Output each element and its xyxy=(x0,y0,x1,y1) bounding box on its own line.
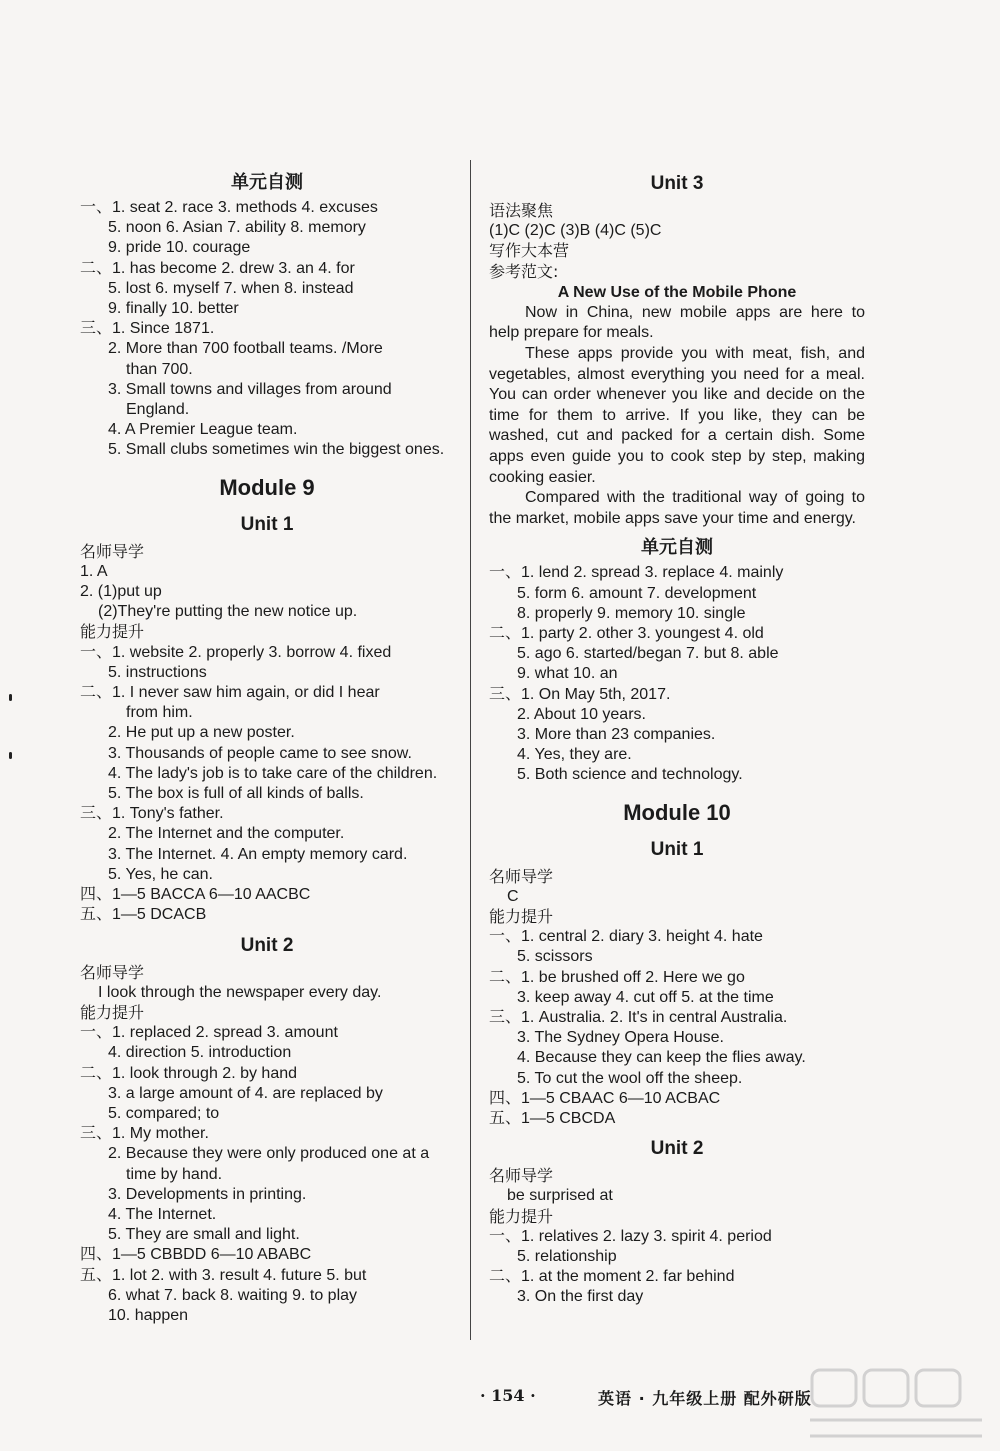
answer-line: 6. what 7. back 8. waiting 9. to play xyxy=(108,1286,358,1304)
answer-line: 四、1—5 CBAAC 6—10 ACBAC xyxy=(489,1089,721,1107)
answer-line: England. xyxy=(126,401,190,419)
answer-line: 3. On the first day xyxy=(517,1288,644,1306)
answer-line: 3. The Sydney Opera House. xyxy=(517,1029,724,1047)
answer-line: 二、1. I never saw him again, or did I hear xyxy=(80,684,380,702)
answer-line: 二、1. be brushed off 2. Here we go xyxy=(489,968,745,986)
answer-line: 3. The Internet. 4. An empty memory card. xyxy=(108,845,408,863)
answer-line: 5. lost 6. myself 7. when 8. instead xyxy=(108,279,354,297)
answer-line: 5. form 6. amount 7. development xyxy=(517,584,757,602)
answer-line: 5. scissors xyxy=(517,948,593,966)
answer-line: 五、1—5 CBCDA xyxy=(489,1110,616,1128)
section-label: 名师导学 xyxy=(489,1166,554,1186)
answer-line: 5. relationship xyxy=(517,1248,617,1266)
answer-line: 5. The box is full of all kinds of balls. xyxy=(108,785,364,803)
answer-line: 一、1. replaced 2. spread 3. amount xyxy=(80,1024,338,1042)
answer-line: 五、1—5 DCACB xyxy=(80,906,207,924)
essay-title: A New Use of the Mobile Phone xyxy=(557,283,797,301)
answer-line: 2. Because they were only produced one at a xyxy=(108,1145,430,1163)
unit-title: Unit 2 xyxy=(240,934,294,956)
section-label: 名师导学 xyxy=(80,962,145,982)
answer-line: C xyxy=(507,887,519,905)
answer-line: 2. More than 700 football teams. /More xyxy=(108,340,383,358)
answer-line: 9. finally 10. better xyxy=(108,300,239,318)
essay-paragraph: These apps provide you with meat, fish, and vegetables, almost everything you need for a meal. You can order whenever you like and decide on the time for them to arrive. If you like, they can be washed, cut and packed for a certain dish. Some apps even guide you to cook step by step, making cooking easier. xyxy=(489,345,865,486)
scan-mark xyxy=(9,694,12,701)
answer-block xyxy=(489,201,865,282)
answer-block xyxy=(489,867,865,1130)
answer-block xyxy=(489,1166,865,1307)
page-number: · 154 · xyxy=(480,1386,536,1405)
module-title: Module 10 xyxy=(623,799,731,825)
answer-line: 五、1. lot 2. with 3. result 4. future 5. but xyxy=(80,1266,367,1284)
answer-line: 2. The Internet and the computer. xyxy=(108,825,345,843)
answer-line: 5. noon 6. Asian 7. ability 8. memory xyxy=(108,219,366,237)
unit-title: Unit 3 xyxy=(650,173,704,194)
answer-line: 二、1. look through 2. by hand xyxy=(80,1064,298,1082)
answer-block xyxy=(80,963,454,1327)
answer-block xyxy=(80,542,454,926)
section-label: 语法聚焦 xyxy=(489,201,554,220)
answer-line: 4. The Internet. xyxy=(108,1205,217,1223)
answer-line: 8. properly 9. memory 10. single xyxy=(517,604,746,622)
answer-line: 二、1. party 2. other 3. youngest 4. old xyxy=(489,624,764,642)
section-label: 名师导学 xyxy=(80,541,145,561)
module-title: Module 9 xyxy=(219,474,315,500)
answer-block xyxy=(489,563,865,785)
unit-title: Unit 1 xyxy=(240,513,294,535)
essay xyxy=(489,303,865,530)
answer-line: 二、1. at the moment 2. far behind xyxy=(489,1268,735,1286)
book-info: 英语 · 九年级上册 配外研版 xyxy=(598,1389,812,1408)
answer-line: 三、1. Australia. 2. It's in central Australia. xyxy=(489,1009,788,1026)
answer-line: 3. Small towns and villages from around xyxy=(108,380,392,398)
answer-line: I look through the newspaper every day. xyxy=(98,983,382,1001)
answer-line: 二、1. has become 2. drew 3. an 4. for xyxy=(80,259,355,277)
essay-paragraph: Now in China, new mobile apps are here to help prepare for meals. xyxy=(489,303,865,342)
answer-line: 一、1. website 2. properly 3. borrow 4. fixed xyxy=(80,643,392,661)
scan-mark xyxy=(9,752,12,759)
section-label: 能力提升 xyxy=(489,1206,554,1226)
section-heading: 单元自测 xyxy=(231,172,303,193)
right-column xyxy=(489,168,865,1308)
answer-line: 四、1—5 BACCA 6—10 AACBC xyxy=(80,886,311,904)
watermark-logo xyxy=(802,1362,992,1448)
answer-line: 5. Both science and technology. xyxy=(517,766,743,784)
answer-line: 3. a large amount of 4. are replaced by xyxy=(108,1084,383,1102)
column-divider xyxy=(470,160,471,1340)
answer-line: 5. They are small and light. xyxy=(108,1226,300,1244)
answer-line: 5. instructions xyxy=(108,663,207,681)
answer-line: be surprised at xyxy=(507,1187,613,1205)
answer-line: 3. Thousands of people came to see snow. xyxy=(108,744,412,762)
section-label: 参考范文: xyxy=(489,261,559,281)
answer-line: 10. happen xyxy=(108,1306,189,1324)
unit-title: Unit 1 xyxy=(650,838,704,860)
answer-line: 三、1. Tony's father. xyxy=(80,805,224,823)
answer-line: from him. xyxy=(126,704,193,722)
answer-line: 9. what 10. an xyxy=(517,665,618,683)
answer-line: 4. A Premier League team. xyxy=(108,421,298,439)
answer-line: 5. ago 6. started/began 7. but 8. able xyxy=(517,645,779,663)
answer-line: 3. More than 23 companies. xyxy=(517,725,716,743)
answer-line: than 700. xyxy=(126,360,193,378)
answer-line: time by hand. xyxy=(126,1165,223,1183)
answer-line: 一、1. relatives 2. lazy 3. spirit 4. period xyxy=(489,1227,772,1245)
answer-line: 一、1. lend 2. spread 3. replace 4. mainly xyxy=(489,564,784,582)
answer-block xyxy=(80,198,454,461)
answer-line: 5. Small clubs sometimes win the biggest ones. xyxy=(108,441,445,459)
essay-paragraph: Compared with the traditional way of going to the market, mobile apps save your time and energy. xyxy=(489,489,865,527)
answer-line: 4. Yes, they are. xyxy=(517,746,632,764)
answer-line: 4. The lady's job is to take care of the children. xyxy=(108,764,438,782)
answer-line: 9. pride 10. courage xyxy=(108,239,251,257)
answer-line: 三、1. My mother. xyxy=(80,1125,209,1143)
section-heading: 单元自测 xyxy=(641,537,713,559)
answer-line: 一、1. seat 2. race 3. methods 4. excuses xyxy=(80,199,378,216)
answer-line: 3. Developments in printing. xyxy=(108,1185,307,1203)
answer-line: 4. direction 5. introduction xyxy=(108,1044,292,1062)
section-label: 能力提升 xyxy=(80,622,145,642)
section-label: 能力提升 xyxy=(489,906,554,926)
unit-title: Unit 2 xyxy=(650,1138,704,1160)
answer-line: 2. (1)put up xyxy=(80,583,162,601)
section-label: 写作大本营 xyxy=(489,241,570,261)
answer-line: 3. keep away 4. cut off 5. at the time xyxy=(517,988,774,1006)
answer-line: (2)They're putting the new notice up. xyxy=(98,603,358,621)
section-label: 能力提升 xyxy=(80,1002,145,1022)
answer-line: 5. To cut the wool off the sheep. xyxy=(517,1069,743,1087)
answer-line: 三、1. On May 5th, 2017. xyxy=(489,685,671,703)
answer-line: 2. About 10 years. xyxy=(517,705,646,723)
answer-line: 一、1. central 2. diary 3. height 4. hate xyxy=(489,928,763,946)
left-column xyxy=(80,168,454,1326)
answer-line: 2. He put up a new poster. xyxy=(108,724,295,742)
answer-line: 5. compared; to xyxy=(108,1104,220,1122)
answer-line: 四、1—5 CBBDD 6—10 ABABC xyxy=(80,1246,312,1264)
answer-line: 三、1. Since 1871. xyxy=(80,320,215,338)
answer-line: 1. A xyxy=(80,562,108,580)
section-label: 名师导学 xyxy=(489,866,554,886)
answer-line: 4. Because they can keep the flies away. xyxy=(517,1049,806,1067)
answer-line: (1)C (2)C (3)B (4)C (5)C xyxy=(489,222,662,240)
answer-line: 5. Yes, he can. xyxy=(108,865,213,883)
